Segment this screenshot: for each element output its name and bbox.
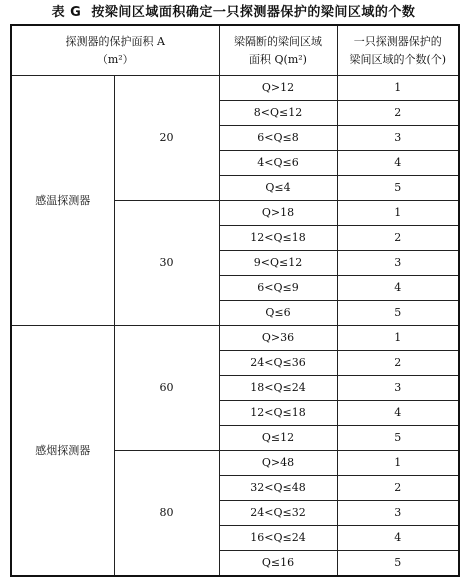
region-count-cell: 4 bbox=[337, 526, 459, 551]
beam-area-condition-cell: 6<Q≤8 bbox=[219, 126, 337, 151]
region-count-cell: 3 bbox=[337, 126, 459, 151]
region-count-cell: 2 bbox=[337, 101, 459, 126]
region-count-cell: 3 bbox=[337, 376, 459, 401]
beam-area-condition-cell: Q>12 bbox=[219, 76, 337, 101]
detector-type-cell: 感温探测器 bbox=[11, 76, 114, 326]
region-count-cell: 2 bbox=[337, 351, 459, 376]
region-count-cell: 1 bbox=[337, 451, 459, 476]
beam-area-condition-cell: 8<Q≤12 bbox=[219, 101, 337, 126]
protection-area-cell: 80 bbox=[114, 451, 219, 577]
header-beam-area bbox=[219, 25, 337, 76]
beam-area-condition-cell: 6<Q≤9 bbox=[219, 276, 337, 301]
region-count-cell: 4 bbox=[337, 151, 459, 176]
beam-area-condition-cell: Q≤16 bbox=[219, 551, 337, 577]
beam-area-condition-cell: 12<Q≤18 bbox=[219, 226, 337, 251]
region-count-cell: 1 bbox=[337, 76, 459, 101]
beam-area-condition-cell: Q≤6 bbox=[219, 301, 337, 326]
region-count-cell: 3 bbox=[337, 501, 459, 526]
header-count-line1: 一只探测器保护的 bbox=[353, 34, 442, 48]
header-protection-area bbox=[11, 25, 219, 76]
beam-area-condition-cell: Q>36 bbox=[219, 326, 337, 351]
region-count-cell: 5 bbox=[337, 551, 459, 577]
beam-area-condition-cell: Q≤4 bbox=[219, 176, 337, 201]
table-body bbox=[11, 25, 459, 576]
region-count-cell: 2 bbox=[337, 226, 459, 251]
header-count-line2: 梁间区域的个数(个) bbox=[349, 52, 447, 66]
header-beam-area-line1: 梁隔断的梁间区域 bbox=[234, 34, 323, 48]
beam-area-condition-cell: 4<Q≤6 bbox=[219, 151, 337, 176]
region-count-cell: 4 bbox=[337, 276, 459, 301]
region-count-cell: 4 bbox=[337, 401, 459, 426]
beam-area-condition-cell: 12<Q≤18 bbox=[219, 401, 337, 426]
region-count-cell: 2 bbox=[337, 476, 459, 501]
beam-area-table bbox=[10, 24, 460, 577]
table-row bbox=[11, 76, 459, 101]
beam-area-condition-cell: Q≤12 bbox=[219, 426, 337, 451]
protection-area-cell: 60 bbox=[114, 326, 219, 451]
header-protection-area-line1: 探测器的保护面积 A bbox=[65, 34, 165, 48]
region-count-cell: 3 bbox=[337, 251, 459, 276]
region-count-cell: 1 bbox=[337, 201, 459, 226]
table-caption bbox=[0, 3, 467, 23]
table-caption-title: 按梁间区域面积确定一只探测器保护的梁间区域的个数 bbox=[91, 5, 416, 20]
beam-area-condition-cell: Q>48 bbox=[219, 451, 337, 476]
beam-area-condition-cell: 18<Q≤24 bbox=[219, 376, 337, 401]
header-beam-area-line2: 面积 Q(m²) bbox=[249, 52, 307, 66]
header-count bbox=[337, 25, 459, 76]
beam-area-condition-cell: 9<Q≤12 bbox=[219, 251, 337, 276]
region-count-cell: 1 bbox=[337, 326, 459, 351]
beam-area-condition-cell: 24<Q≤36 bbox=[219, 351, 337, 376]
header-protection-area-line2: （m²） bbox=[96, 52, 134, 66]
beam-area-condition-cell: Q>18 bbox=[219, 201, 337, 226]
region-count-cell: 5 bbox=[337, 301, 459, 326]
beam-area-condition-cell: 24<Q≤32 bbox=[219, 501, 337, 526]
table-caption-id: 表 G bbox=[51, 5, 82, 20]
beam-area-condition-cell: 32<Q≤48 bbox=[219, 476, 337, 501]
region-count-cell: 5 bbox=[337, 426, 459, 451]
table-header-row bbox=[11, 25, 459, 76]
detector-type-cell: 感烟探测器 bbox=[11, 326, 114, 577]
beam-area-condition-cell: 16<Q≤24 bbox=[219, 526, 337, 551]
region-count-cell: 5 bbox=[337, 176, 459, 201]
protection-area-cell: 30 bbox=[114, 201, 219, 326]
table-row bbox=[11, 326, 459, 351]
protection-area-cell: 20 bbox=[114, 76, 219, 201]
